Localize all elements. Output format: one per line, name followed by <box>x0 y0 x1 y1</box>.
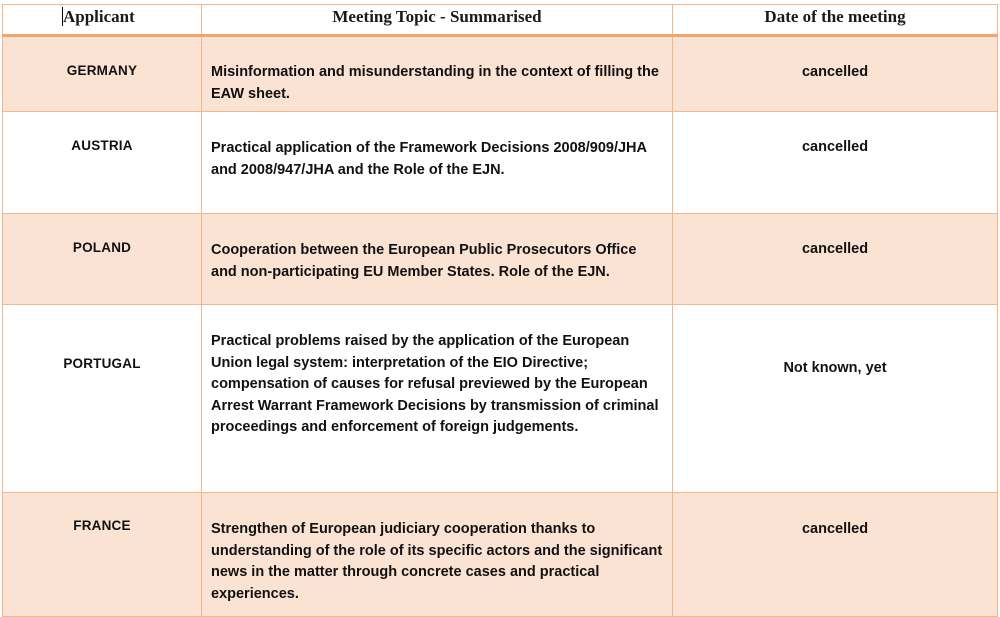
table-row <box>3 112 998 214</box>
meetings-table <box>2 4 998 617</box>
date-cell: cancelled <box>673 493 998 617</box>
table-row <box>3 36 998 112</box>
topic-cell: Practical application of the Framework Decisions 2008/909/JHA and 2008/947/JHA and the Role of the EJN. <box>202 112 673 214</box>
applicant-cell: PORTUGAL <box>3 305 202 493</box>
table-row <box>3 214 998 305</box>
topic-cell: Practical problems raised by the application of the European Union legal system: interpretation of the EIO Directive; compensation of causes for refusal previewed by the European Arrest Warrant Framework Decisions by transmission of criminal proceedings and enforcement of foreign judgements. <box>202 305 673 493</box>
header-topic: Meeting Topic - Summarised <box>202 5 673 36</box>
header-row <box>3 5 998 36</box>
applicant-cell: POLAND <box>3 214 202 305</box>
date-cell: cancelled <box>673 214 998 305</box>
applicant-cell: AUSTRIA <box>3 112 202 214</box>
table-body <box>3 36 998 617</box>
topic-cell: Cooperation between the European Public Prosecutors Office and non-participating EU Member States. Role of the EJN. <box>202 214 673 305</box>
table-header <box>3 5 998 36</box>
date-cell: cancelled <box>673 36 998 112</box>
table-row <box>3 305 998 493</box>
date-cell: cancelled <box>673 112 998 214</box>
topic-cell: Misinformation and misunderstanding in the context of filling the EAW sheet. <box>202 36 673 112</box>
applicant-cell: FRANCE <box>3 493 202 617</box>
applicant-cell: GERMANY <box>3 36 202 112</box>
date-cell: Not known, yet <box>673 305 998 493</box>
text-cursor <box>62 7 63 26</box>
topic-cell: Strengthen of European judiciary cooperation thanks to understanding of the role of its specific actors and the significant news in the matter through concrete cases and practical experiences. <box>202 493 673 617</box>
header-applicant: Applicant <box>3 5 202 36</box>
header-date: Date of the meeting <box>673 5 998 36</box>
table-row <box>3 493 998 617</box>
